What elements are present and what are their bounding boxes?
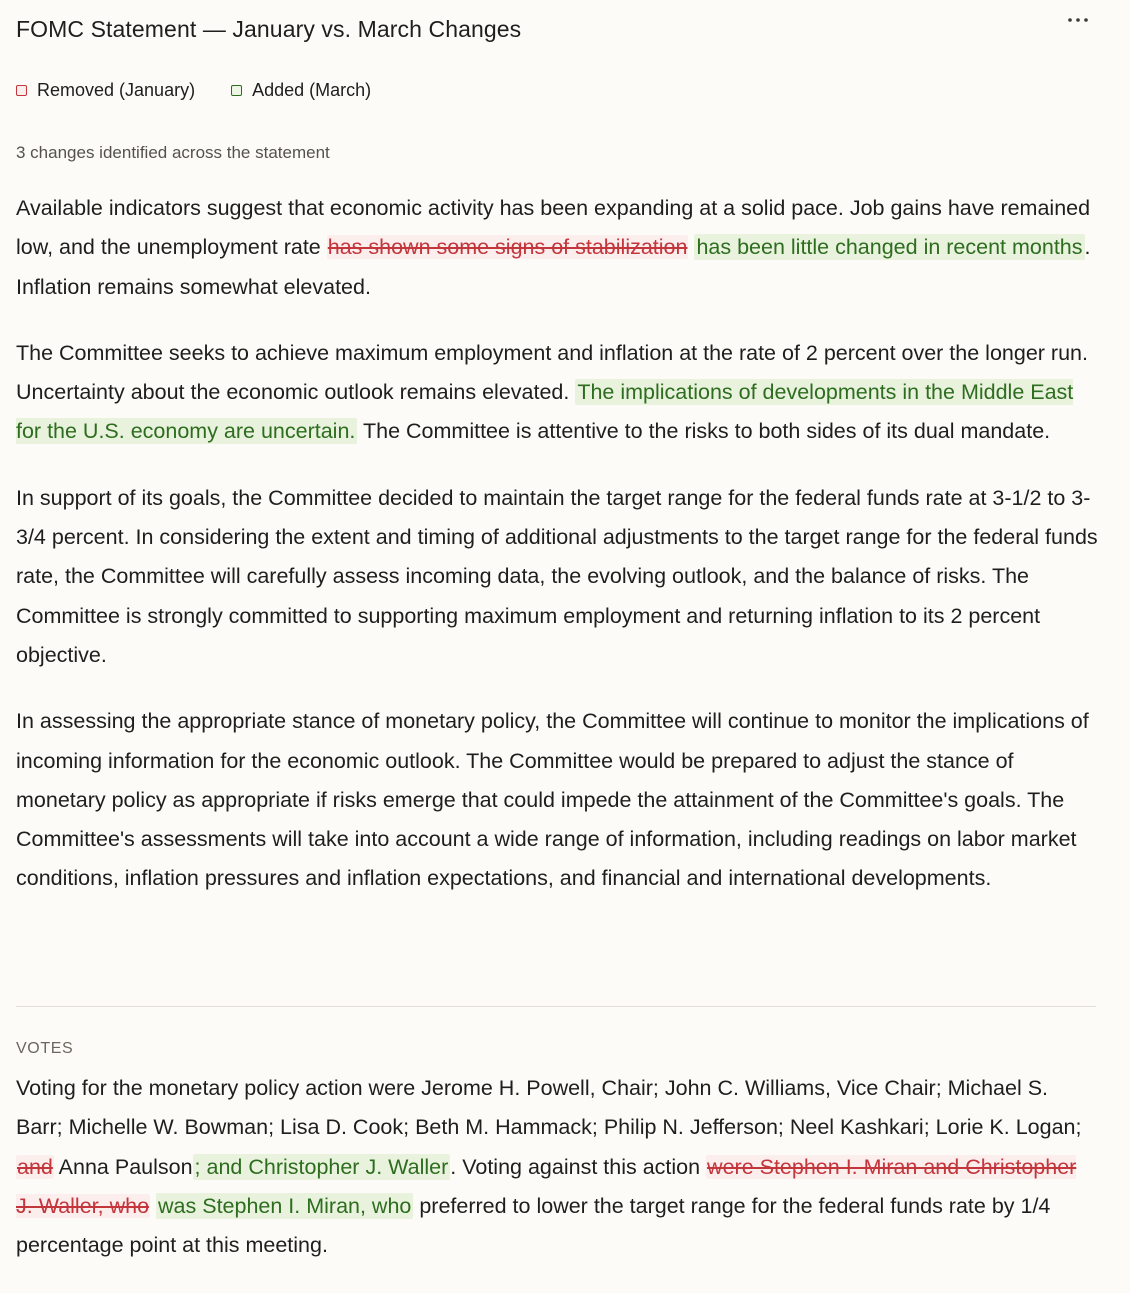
unchanged-text: Voting for the monetary policy action were Jerome H. Powell, Chair; John C. Williams, Vice Chair; Michael S. Barr; Michelle W. Bowman; Lisa D. Cook; Beth M. Hammack; Philip N. Jefferson; Neel Kashkari; Lorie K. Logan; [16,1076,1082,1140]
unchanged-text: In support of its goals, the Committee decided to maintain the target range for the federal funds rate at 3-1/2 to 3-3/4 percent. In considering the extent and timing of additional adjustments to the target range for the federal funds rate, the Committee will carefully assess incoming data, the evolving outlook, and the balance of risks. The Committee is strongly committed to supporting maximum employment and returning inflation to its 2 percent objective. [16,485,1098,667]
unchanged-text: In assessing the appropriate stance of monetary policy, the Committee will continue to monitor the implications of incoming information for the economic outlook. The Committee would be prepared to adjust the stance of monetary policy as appropriate if risks emerge that could impede the attainment of the Committee's goals. The Committee's assessments will take into account a wide range of information, including readings on labor market conditions, inflation pressures and inflation expectations, and financial and international developments. [16,709,1089,891]
unchanged-text: The Committee seeks to achieve maximum employment and inflation at the rate of 2 percent over the longer run. Uncertainty about the economic outlook remains elevated. [16,340,1088,405]
unchanged-text: The Committee is attentive to the risks to both sides of its dual mandate. [357,419,1051,444]
votes-paragraph [16,1069,1098,1265]
legend-removed-label: Removed (January) [37,80,196,100]
legend-added-label: Added (March) [252,80,372,100]
unchanged-text: . Inflation remains somewhat elevated. [16,235,1091,299]
added-text: was Stephen I. Miran, who [158,1193,412,1218]
statement-paragraph [16,189,1098,307]
more-options-button[interactable] [1058,6,1098,34]
unchanged-text: preferred to lower the target range for the federal funds rate by 1/4 percentage point at this meeting. [16,1193,1051,1258]
added-swatch [231,85,242,96]
more-horizontal-icon [1067,17,1089,23]
page-title: FOMC Statement — January vs. March Changes [16,16,522,42]
removed-text: and [17,1154,53,1179]
unchanged-text: . Voting against this action [450,1154,707,1179]
statement-paragraph [16,334,1098,452]
statement-paragraph [16,702,1098,898]
change-summary: 3 changes identified across the statement [16,143,330,162]
diff-legend [16,80,407,101]
removed-swatch [16,85,27,96]
votes-heading: VOTES [16,1040,74,1057]
removed-text: has shown some signs of stabilization [327,235,688,260]
added-text: The implications of developments in the Middle East for the U.S. economy are uncertain. [16,380,1074,444]
added-text: has been little changed in recent months [696,235,1083,260]
added-text: ; and Christopher J. Waller [194,1154,449,1179]
removed-text: were Stephen I. Miran and Christopher J. Waller, who [16,1154,1077,1218]
unchanged-text: Anna Paulson [53,1154,193,1179]
legend-item-removed [16,80,195,101]
legend-item-added [231,80,371,101]
statement-body [16,189,1098,926]
section-divider [16,1006,1096,1007]
unchanged-text: Available indicators suggest that economic activity has been expanding at a solid pace. Job gains have remained low, and the unemployment rate [16,196,1091,260]
statement-paragraph [16,479,1098,675]
